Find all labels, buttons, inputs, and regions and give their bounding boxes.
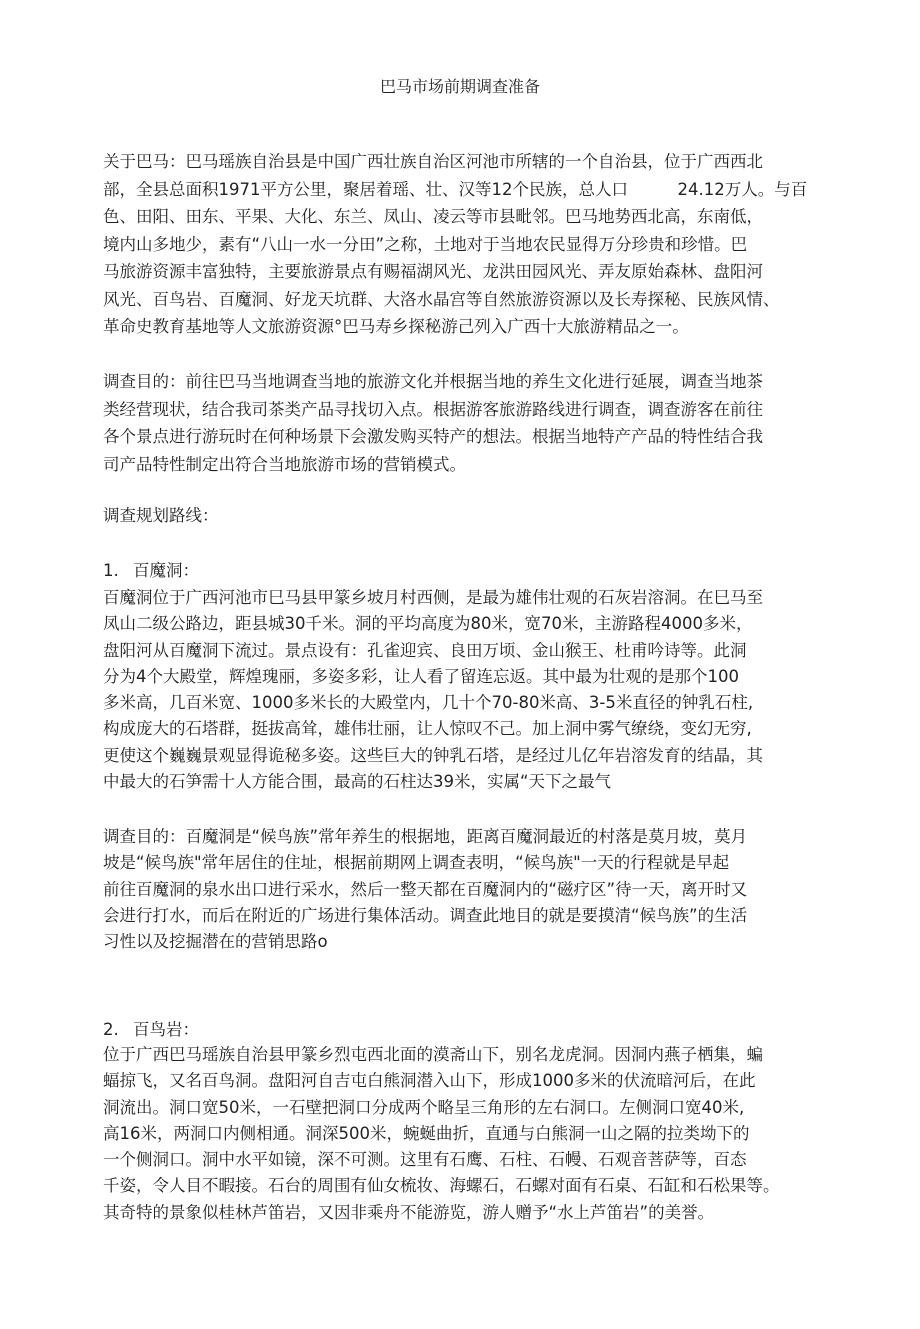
section-heading-1 (103, 557, 199, 581)
text-line: 盘阳河从百魔洞下流过。景点设有：孔雀迎宾、良田万顷、金山猴王、杜甫吟诗等。此洞 (103, 640, 747, 660)
document-title: 巴马市场前期调查准备 (379, 77, 540, 96)
text-line: 百魔洞位于广西河池市巳马县甲篆乡坡月村西侧，是最为雄伟壮观的石灰岩溶洞。在巳马至 (103, 588, 763, 607)
text-line: 部，全县总面积1971平方公里，聚居着瑶、壮、汉等12个民族，总人口 24.12万人。与百 (103, 179, 808, 199)
section-number: 1. (103, 561, 119, 580)
text-line: 关于巴马：巴马瑶族自治县是中国广西壮族自治区河池市所辖的一个自治县，位于广西西北 (103, 152, 763, 171)
text-line: 调查目的：前往巴马当地调查当地的旅游文化并根据当地的养生文化进行延展，调查当地茶 (103, 372, 763, 391)
text-line: 坡是“候鸟族"常年居住的住址，根据前期网上调查表明，“候鸟族"一天的行程就是早起 (103, 853, 730, 873)
text-line: 千姿，令人目不暇接。石台的周围有仙女梳妆、海螺石，石螺对面有石桌、石缸和石松果等。 (103, 1176, 780, 1196)
text-line: 构成庞大的石塔群，挺拔高耸，雄伟壮丽，让人惊叹不己。加上洞中雾气缭绕，变幻无穷, (103, 719, 752, 739)
about-paragraph (103, 148, 823, 341)
text-line: 色、田阳、田东、平果、大化、东兰、凤山、凌云等市县毗邻。巴马地势西北高，东南低， (103, 207, 763, 226)
text-line: 一个侧洞口。洞中水平如镜，深不可测。这里有石鹰、石柱、石幔、石观音菩萨等，百态 (103, 1150, 747, 1170)
purpose-paragraph (103, 368, 823, 478)
text-line: 调查目的：百魔洞是“候鸟族”常年养生的根据地，距离百魔洞最近的村落是莫月坡，莫月 (103, 827, 748, 846)
text-line: 中最大的石笋需十人方能合围，最高的石柱达39米，实属“天下之最气 (103, 772, 612, 792)
text-line: 位于广西巴马瑶族自治县甲篆乡烈屯西北面的漠斋山下，别名龙虎洞。因洞内燕子栖集，蝙 (103, 1045, 763, 1064)
text-line: 高16米，两洞口内侧相通。洞深500米，蜿蜒曲折，直通与白熊洞一山之隔的拉类坳下的 (103, 1123, 750, 1143)
text-line: 司产品特性制定出符合当地旅游市场的营销模式。 (103, 454, 466, 474)
text-line: 分为4个大殿堂，辉煌瑰丽，多姿多彩，让人看了留连忘返。其中最为壮观的是那个100 (103, 666, 739, 686)
text-line: 境内山多地少，素有“八山一水一分田”之称，土地对于当地农民显得万分珍贵和珍惜。巴 (103, 234, 748, 254)
section-name: 百魔洞： (133, 561, 199, 580)
text-line: 马旅游资源丰富独特，主要旅游景点有赐福湖风光、龙洪田园风光、弄友原始森林、盘阳河 (103, 262, 763, 281)
text-line: 各个景点进行游玩时在何种场景下会激发购买特产的想法。根据当地特产产品的特性结合我 (103, 427, 763, 446)
text-line: 洞流出。洞口宽50米，一石壁把洞口分成两个略呈三角形的左右洞口。左侧洞口宽40米, (103, 1097, 745, 1117)
text-line: 习性以及挖掘潜在的营销思路o (103, 932, 328, 952)
text-line: 革命史教育基地等人文旅游资源°巴马寿乡探秘游己列入广西十大旅游精品之一。 (103, 317, 689, 336)
route-heading: 调查规划路线： (103, 506, 219, 525)
text-line: 风光、百鸟岩、百魔洞、好龙天坑群、大洛水晶宫等自然旅游资源以及长寿探秘、民族风情、 (103, 289, 780, 309)
text-line: 凤山二级公路边，距县城30千米。洞的平均高度为80米，宽70米，主游路程4000多米， (103, 614, 753, 634)
text-line: 类经营现状，结合我司茶类产品寻找切入点。根据游客旅游路线进行调查，调查游客在前往 (103, 399, 763, 419)
section-name: 百鸟岩： (133, 1020, 199, 1039)
section-1-description (103, 585, 823, 795)
text-line: 其奇特的景象似桂林芦笛岩，又因非乘舟不能游览，游人赠予“水上芦笛岩”的美誉。 (103, 1202, 715, 1222)
section-number: 2. (103, 1020, 119, 1039)
text-line: 更使这个巍巍景观显得诡秘多姿。这些巨大的钟乳石塔，是经过儿亿年岩溶发育的结晶，其 (103, 745, 763, 765)
section-heading-2 (103, 1016, 199, 1040)
text-line: 会进行打水，而后在附近的广场进行集体活动。调查此地目的就是要摸清“候鸟族”的生活 (103, 905, 748, 925)
text-line: 蝠掠飞，又名百鸟洞。盘阳河自吉屯白熊洞潜入山下，形成1000多米的伏流暗河后，在此 (103, 1071, 756, 1091)
text-line: 多米高，几百米宽、1000多米长的大殿堂内，几十个70-80米高、3-5米直径的钟乳石柱, (103, 693, 754, 713)
text-line: 前往百魔洞的泉水出口进行采水，然后一整天都在百魔洞内的“磁疗区”待一天，离开时又 (103, 879, 748, 899)
section-1-purpose (103, 824, 823, 955)
section-2-description (103, 1042, 823, 1226)
